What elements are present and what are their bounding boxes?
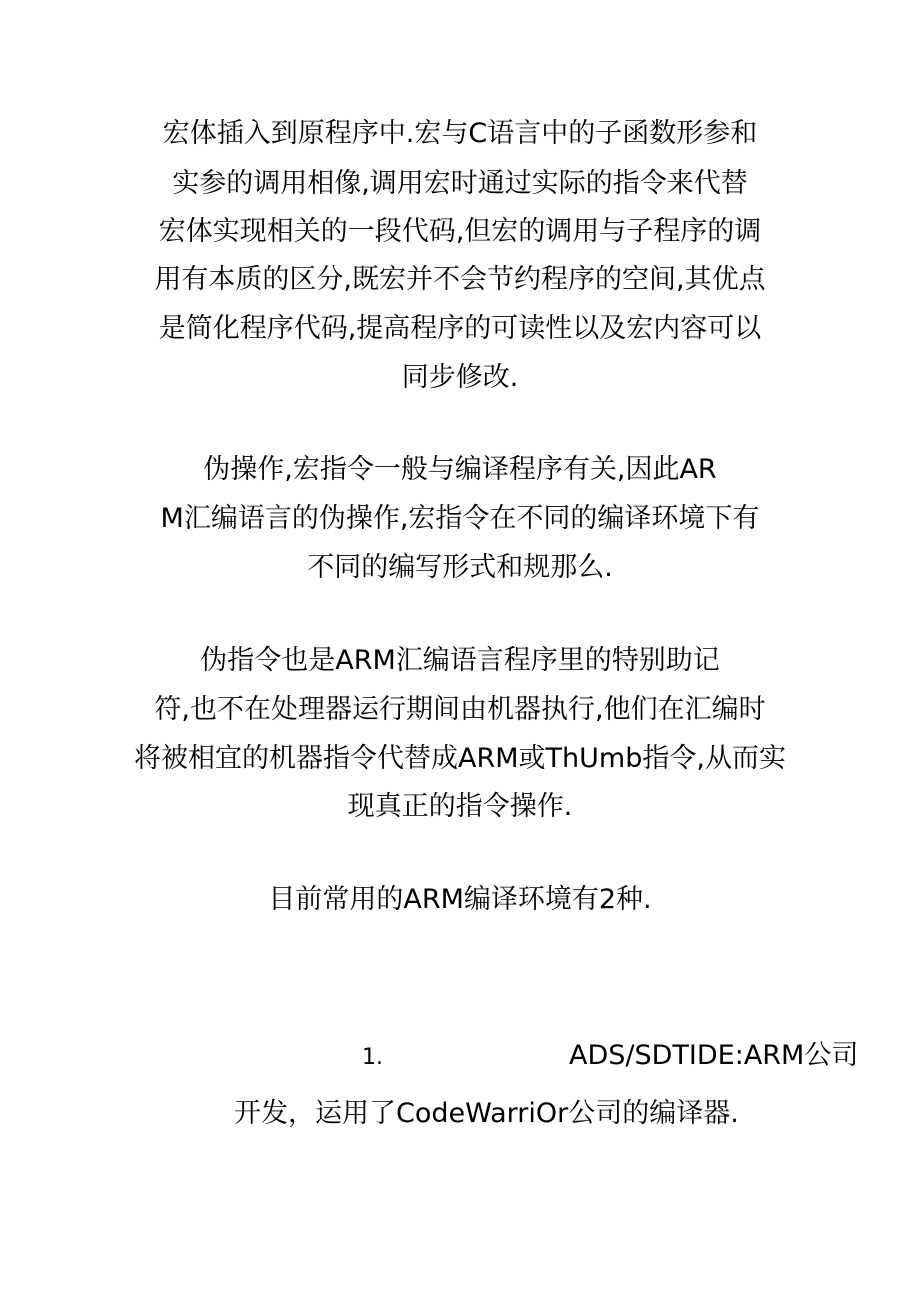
paragraph-3-line-1: 伪指令也是ARM汇编语言程序里的特别助记 bbox=[200, 645, 720, 676]
paragraph-4-line-1: 目前常用的ARM编译环境有2种. bbox=[268, 884, 652, 915]
paragraph-1-line-6: 同步修改. bbox=[401, 362, 519, 393]
paragraph-1-line-4: 用有本质的区分,既宏并不会节约程序的空间,其优点 bbox=[154, 264, 766, 295]
paragraph-2-line-3: 不同的编写形式和规那么. bbox=[307, 552, 613, 583]
paragraph-1-line-2: 实参的调用相像,调用宏时通过实际的指令来代替 bbox=[172, 168, 748, 199]
list-item-text: ADS/SDTIDE:ARM公司 bbox=[569, 1040, 859, 1071]
paragraph-1-line-1: 宏体插入到原程序中.宏与C语言中的子函数形参和 bbox=[162, 118, 758, 149]
paragraph-2-line-1: 伪操作,宏指令一般与编译程序有关,因此AR bbox=[203, 454, 717, 485]
paragraph-3-line-3: 将被相宜的机器指令代替成ARM或ThUmb指令,从而实 bbox=[134, 743, 786, 774]
paragraph-1-line-5: 是简化程序代码,提高程序的可读性以及宏内容可以 bbox=[158, 313, 762, 344]
list-item-number: 1. bbox=[362, 1045, 383, 1070]
paragraph-2-line-2: M汇编语言的伪操作,宏指令在不同的编译环境下有 bbox=[160, 503, 760, 534]
list-item-continuation: 开发，运用了CodeWarriOr公司的编译器. bbox=[234, 1098, 739, 1129]
paragraph-3-line-4: 现真正的指令操作. bbox=[347, 791, 573, 822]
paragraph-3-line-2: 符,也不在处理器运行期间由机器执行,他们在汇编时 bbox=[154, 694, 766, 725]
paragraph-1-line-3: 宏体实现相关的一段代码,但宏的调用与子程序的调 bbox=[158, 216, 762, 247]
